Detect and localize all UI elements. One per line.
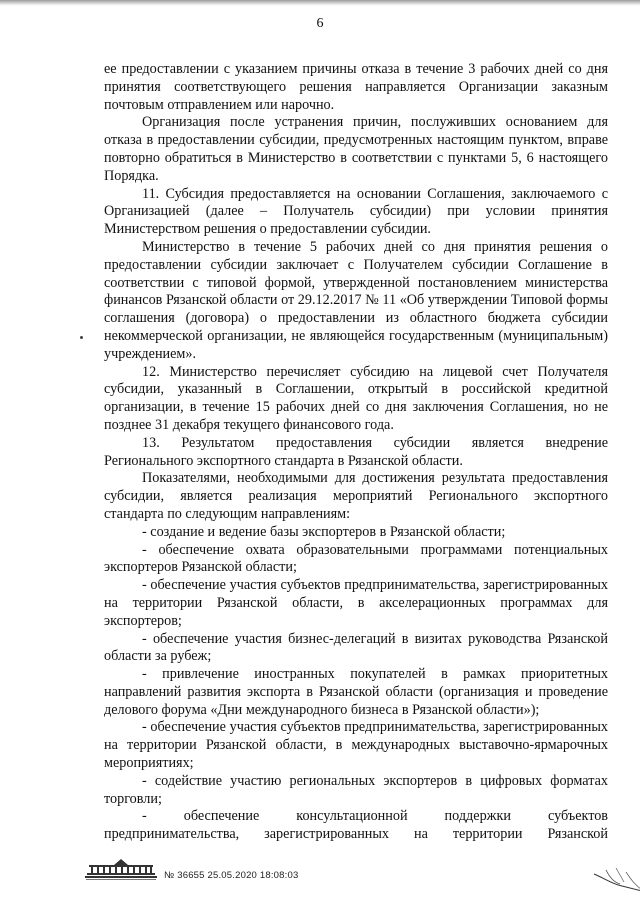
document-body (104, 61, 608, 844)
paragraph: - содействие участию региональных экспортеров в цифровых форматах торговли; (104, 772, 608, 807)
paragraph: Организация после устранения причин, послуживших основанием для отказа в предоставлении субсидии, предусмотренных настоящим пунктом, вправе повторно обратиться в Министерство в соответствии с пунктами 5, 6 настоящего Порядка. (104, 114, 608, 184)
paragraph: - создание и ведение базы экспортеров в Рязанской области; (142, 523, 506, 540)
paragraph: - обеспечение участия субъектов предпринимательства, зарегистрированных на территории Рязанской области, в акселерационных программах для экспортеров; (104, 577, 608, 629)
paragraph: ее предоставлении с указанием причины отказа в течение 3 рабочих дней со дня принятия соответствующего решения направляется Организации заказным почтовым отправлением или нарочно. (104, 61, 608, 113)
document-registration-stamp: № 36655 25.05.2020 18:08:03 (164, 870, 299, 881)
paragraph: - обеспечение участия субъектов предпринимательства, зарегистрированных на территории Рязанской области, в международных выставочно-ярмарочных мероприятиях; (104, 719, 608, 772)
paragraph: - обеспечение участия бизнес-делегаций в визитах руководства Рязанской области за рубеж; (104, 630, 608, 665)
paragraph: 11. Субсидия предоставляется на основании Соглашения, заключаемого с Организацией (далее – Получатель субсидии) при условии принятия Министерством решения о предоставлении субсидии. (104, 185, 608, 238)
government-building-logo-icon (84, 858, 158, 880)
scan-top-edge (0, 0, 640, 6)
paragraph: - обеспечение охвата образовательными программами потенциальных экспортеров Рязанской области; (104, 541, 608, 576)
page-number: 6 (316, 16, 324, 31)
paragraph: 12. Министерство перечисляет субсидию на лицевой счет Получателя субсидии, указанный в Соглашении, открытый в российской кредитной организации, в течение 15 рабочих дней со дня заключения Соглашения, но не позднее 31 декабря текущего финансового года. (104, 363, 608, 433)
document-footer (104, 858, 608, 888)
signature-mark-icon (592, 864, 640, 894)
paragraph: Показателями, необходимыми для достижения результата предоставления субсидии, является реализация мероприятий Регионального экспортного стандарта по следующим направлениям: (104, 470, 608, 522)
scan-speck (80, 336, 83, 339)
paragraph: - обеспечение консультационной поддержки субъектов предпринимательства, зарегистрированных на территории Рязанской (104, 808, 608, 843)
paragraph: 13. Результатом предоставления субсидии является внедрение Регионального экспортного стандарта в Рязанской области. (104, 434, 608, 469)
paragraph: Министерство в течение 5 рабочих дней со дня принятия решения о предоставлении субсидии заключает с Получателем субсидии Соглашение в соответствии с типовой формой, утвержденной постановлением министерства финансов Рязанской области от 29.12.2017 № 11 «Об утверждении Типовой формы соглашения (договора) о предоставлении из областного бюджета субсидии некоммерческой организации, не являющейся государственным (муниципальным) учреждением». (104, 238, 608, 362)
paragraph: - привлечение иностранных покупателей в рамках приоритетных направлений развития экспорта в Рязанской области (организация и проведение делового форума «Дни международного бизнеса в Рязанской области»); (104, 666, 608, 718)
